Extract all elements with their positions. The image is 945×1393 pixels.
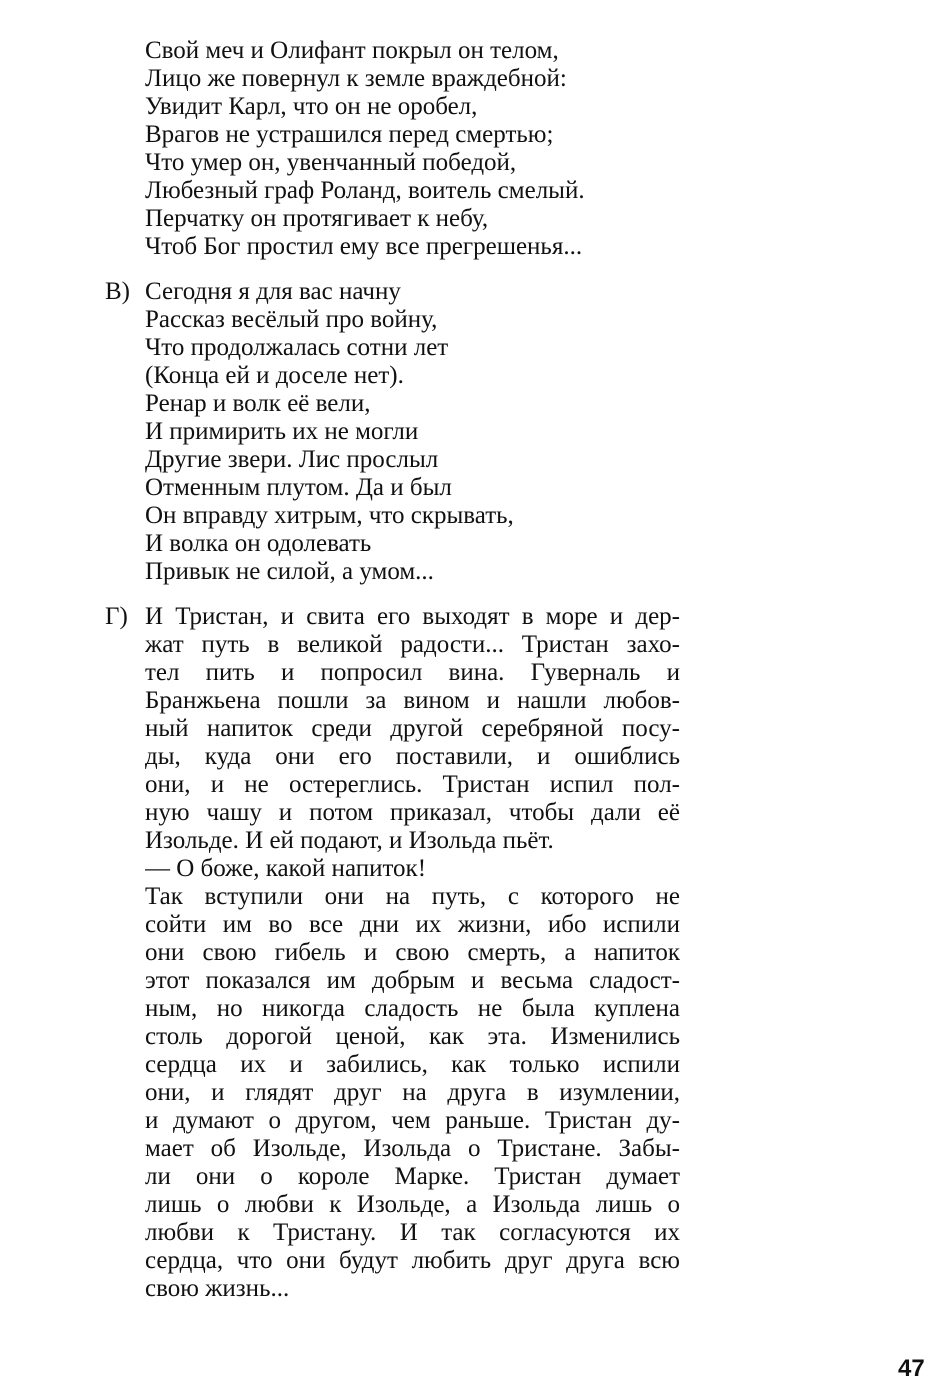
prose-line: ли они о короле Марке. Тристан думает (145, 1163, 680, 1190)
verse-line: (Конца ей и доселе нет). (145, 362, 404, 389)
verse-line: Врагов не устрашился перед смертью; (145, 121, 554, 148)
prose-line: ную чашу и потом приказал, чтобы дали её (145, 799, 680, 826)
prose-line: и думают о другом, чем раньше. Тристан ду- (145, 1107, 680, 1134)
prose-line: ный напиток среди другой серебряной посу- (145, 715, 680, 742)
verse-line: Чтоб Бог простил ему все прегрешенья... (145, 233, 583, 260)
prose-line: этот показался им добрым и весьма сладост- (145, 967, 680, 994)
verse-line: Он вправду хитрым, что скрывать, (145, 502, 514, 529)
prose-line: Так вступили они на путь, с которого не (145, 883, 680, 910)
prose-line: любви к Тристану. И так согласуются их (145, 1219, 680, 1246)
prose-line: сойти им во все дни их жизни, ибо испили (145, 911, 680, 938)
prose-line: ды, куда они его поставили, и ошиблись (145, 743, 680, 770)
prose-line: жат путь в великой радости... Тристан захо- (145, 631, 680, 658)
verse-line: Лицо же повернул к земле враждебной: (145, 65, 567, 92)
prose-line: они свою гибель и свою смерть, а напиток (145, 939, 680, 966)
verse-line: Что умер он, увенчанный победой, (145, 149, 517, 176)
prose-line: тел пить и попросил вина. Гуверналь и (145, 659, 680, 686)
verse-line: Рассказ весёлый про войну, (145, 306, 438, 333)
prose-line: Изольде. И ей подают, и Изольда пьёт. (145, 827, 554, 854)
verse-line: И волка он одолевать (145, 530, 372, 557)
prose-line: сердца, что они будут любить друг друга всю (145, 1247, 680, 1274)
prose-line: лишь о любви к Изольде, а Изольда лишь о (145, 1191, 680, 1218)
verse-line: Ренар и волк её вели, (145, 390, 371, 417)
verse-line: Что продолжалась сотни лет (145, 334, 449, 361)
verse-line: Свой меч и Олифант покрыл он телом, (145, 37, 559, 64)
prose-line: они, и не остереглись. Тристан испил пол- (145, 771, 680, 798)
prose-tristan (145, 603, 680, 1303)
section-marker-g: Г) (105, 603, 128, 630)
verse-line: Сегодня я для вас начну (145, 278, 401, 305)
verse-line: Перчатку он протягивает к небу, (145, 205, 489, 232)
verse-renart (145, 278, 680, 586)
page-number: 47 (898, 1355, 925, 1382)
prose-line: они, и глядят друг на друга в изумлении, (145, 1079, 680, 1106)
verse-line: И примирить их не могли (145, 418, 419, 445)
section-marker-b: В) (105, 278, 130, 305)
prose-line: — О боже, какой напиток! (145, 855, 427, 882)
verse-line: Любезный граф Роланд, воитель смелый. (145, 177, 585, 204)
verse-line: Отменным плутом. Да и был (145, 474, 452, 501)
prose-line: столь дорогой ценой, как эта. Изменились (145, 1023, 680, 1050)
verse-roland (145, 37, 680, 261)
prose-line: Бранжьена пошли за вином и нашли любов- (145, 687, 680, 714)
prose-line: мает об Изольде, Изольда о Тристане. Забы- (145, 1135, 680, 1162)
prose-line: свою жизнь... (145, 1275, 290, 1302)
verse-line: Увидит Карл, что он не оробел, (145, 93, 478, 120)
prose-line: ным, но никогда сладость не была куплена (145, 995, 680, 1022)
prose-line: сердца их и забились, как только испили (145, 1051, 680, 1078)
verse-line: Другие звери. Лис прослыл (145, 446, 439, 473)
prose-line: И Тристан, и свита его выходят в море и дер- (145, 603, 680, 630)
verse-line: Привык не силой, а умом... (145, 558, 434, 585)
